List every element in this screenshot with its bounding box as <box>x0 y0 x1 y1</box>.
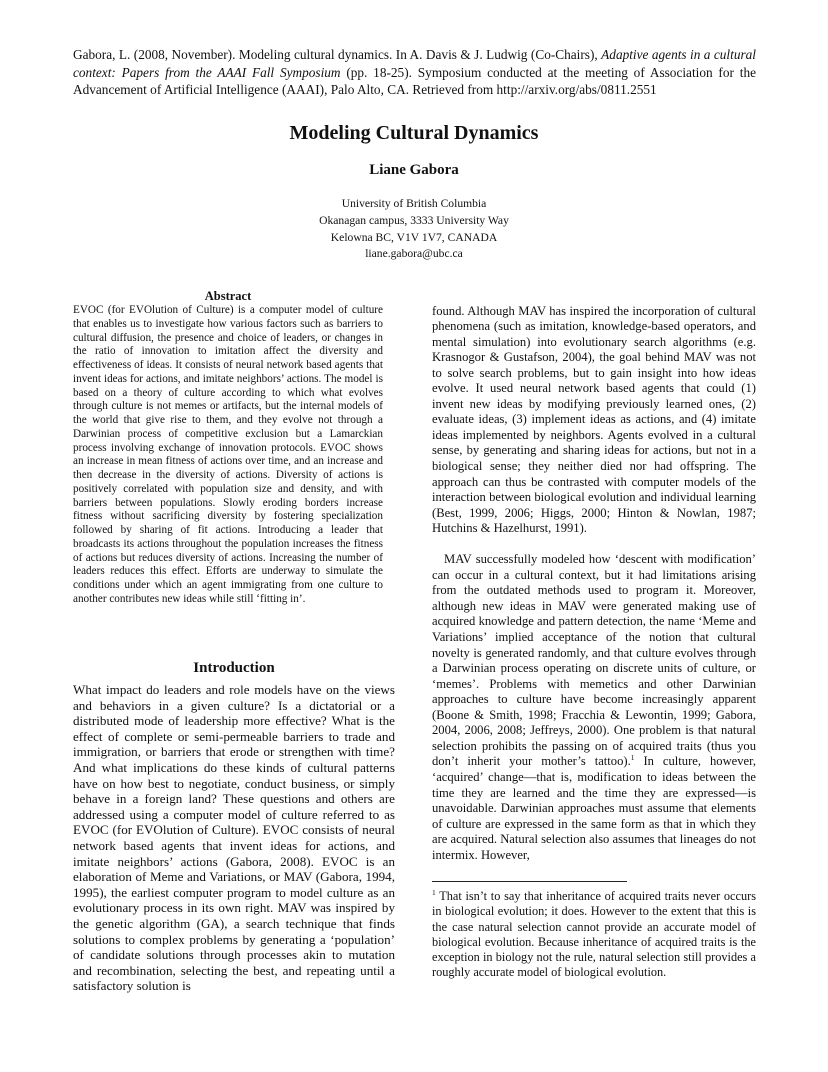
introduction-heading: Introduction <box>193 660 275 676</box>
footnote-reference[interactable]: 1 <box>630 753 635 763</box>
footnote-number: 1 <box>432 887 436 897</box>
abstract-heading: Abstract <box>204 289 252 303</box>
footnote <box>432 889 756 981</box>
author-name: Liane Gabora <box>369 162 459 178</box>
citation <box>73 46 756 99</box>
citation-proceedings-title: Adaptive agents in a cultural context: Papers from the AAAI Fall Symposium <box>73 47 756 80</box>
paper-title: Modeling Cultural Dynamics <box>289 122 539 144</box>
introduction-body: What impact do leaders and role models have on the views and behaviors in a given culture? Is a dictatorial or a distributed mode of leadership more effective? What is the effect of complete or semi-permeable barriers to trade and immigration, or barriers that erode or strengthen with time? And what implications do these kinds of cultural patterns have on how best to negotiate, conduct business, or simply behave in a foreign land? These questions and others are addressed using a computer model of culture referred to as EVOC (for EVOlution of Culture). EVOC consists of neural network based agents that invent ideas for actions, and imitate neighbors’ actions (Gabora, 2008). EVOC is an elaboration of Meme and Variations, or MAV (Gabora, 1994, 1995), the earliest computer program to model culture as an evolutionary process in its own right. MAV was inspired by the genetic algorithm (GA), a search technique that finds solutions to complex problems by generating a ‘population’ of candidate solutions through processes akin to mutation and recombination, selecting the best, and repeating until a satisfactory solution is <box>73 682 395 994</box>
citation-text-end: (pp. 18-25). Symposium conducted at the meeting of Association for the Advancement of Artificial Intelligence (AAAI), Palo Alto, CA. Retrieved from http://arxiv.org/abs/0811.2551 <box>73 64 756 97</box>
affiliation-university: University of British Columbia <box>341 197 487 210</box>
citation-text: Gabora, L. (2008, November). Modeling cultural dynamics. In A. Davis & J. Ludwig (Co-Chairs), <box>73 47 602 62</box>
footnote-text: That isn’t to say that inheritance of acquired traits never occurs in biological evolution; it does. However to the extent that this is the case natural selection cannot provide an accurate model of biological evolution. Because inheritance of acquired traits is the exception in biology not the rule, natural selection still provides a roughly accurate model of biological evolution. <box>432 889 756 980</box>
body-paragraph-2 <box>432 552 756 863</box>
body-paragraph-2-text: MAV successfully modeled how ‘descent with modification’ can occur in a cultural context, but it had limitations arising from the outdated methods used to program it. Moreover, although new ideas in MAV were generated making use of acquired knowledge and pattern detection, the name ‘Meme and Variations’ implied acceptance of the notion that cultural novelty is generated randomly, and that culture evolves through a Darwinian process operating on discrete units of culture, or ‘memes’. Problems with memetics and other Darwinian approaches to culture have become increasingly apparent (Boone & Smith, 1998; Fracchia & Lewontin, 1999; Gabora, 2004, 2006, 2008; Jeffreys, 2000). One problem is that natural selection prohibits the passing on of acquired traits (thus you don’t inherit your mother’s tattoo). <box>432 552 756 769</box>
body-paragraph-1: found. Although MAV has inspired the incorporation of cultural phenomena (such as imitation, knowledge-based operators, and mental simulation) into evolutionary search algorithms (e.g. Krasnogor & Gustafson, 2004), the goal behind MAV was not to solve search problems, but to gain insight into how ideas evolve. It used neural network based agents that could (1) invent new ideas by modifying previously learned ones, (2) evaluate ideas, (3) implement ideas as actions, and (4) imitate ideas implemented by neighbors. Agents evolved in a cultural sense, by generating and sharing ideas for actions, but not in a biological sense; they neither died nor had offspring. The approach can thus be contrasted with computer models of the interaction between biological evolution and individual learning (Best, 1999, 2006; Higgs, 2000; Hinton & Nowlan, 1987; Hutchins & Hazelhurst, 1991). <box>432 303 756 536</box>
affiliation-block <box>0 196 828 263</box>
right-column-body <box>432 288 756 879</box>
abstract-section <box>73 288 383 607</box>
body-paragraph-2-continued: In culture, however, ‘acquired’ change—that is, modification to ideas between the time they are learned and the time they are expressed—is unavoidable. Darwinian approaches must assume that elements of culture are expressed in the same form as that in which they are acquired. Natural selection also assumes that lineages do not intermix. However, <box>432 754 756 862</box>
author-email: liane.gabora@ubc.ca <box>365 247 463 261</box>
footnote-divider <box>432 881 627 882</box>
abstract-body: EVOC (for EVOlution of Culture) is a computer model of culture that enables us to investigate how various factors such as barriers to cultural diffusion, the presence and choice of leaders, or changes in the ratio of innovation to imitation affect the diversity and effectiveness of ideas. It consists of neural network based agents that invent ideas for actions, and imitate neighbors’ actions. The model is based on a theory of culture according to which what evolves through culture is not memes or artifacts, but the internal models of the world that give rise to them, and they evolve not through a Darwinian process of competitive exclusion but a Lamarckian process involving exchange of innovation protocols. EVOC shows an increase in mean fitness of actions over time, and an increase and then decrease in the diversity of actions. Diversity of actions is positively correlated with population size and density, and with barriers between populations. Slowly eroding borders increase fitness without sacrificing diversity by fostering specialization followed by sharing of fit actions. Introducing a leader that broadcasts its actions throughout the population increases the fitness of actions but reduces diversity of actions. Increasing the number of leaders reduces this effect. Efforts are underway to simulate the conditions under which an agent immigrating from one culture to another contributes new ideas while still ‘fitting in’. <box>73 304 383 605</box>
affiliation-city: Kelowna BC, V1V 1V7, CANADA <box>330 230 498 244</box>
affiliation-campus: Okanagan campus, 3333 University Way <box>319 213 509 227</box>
